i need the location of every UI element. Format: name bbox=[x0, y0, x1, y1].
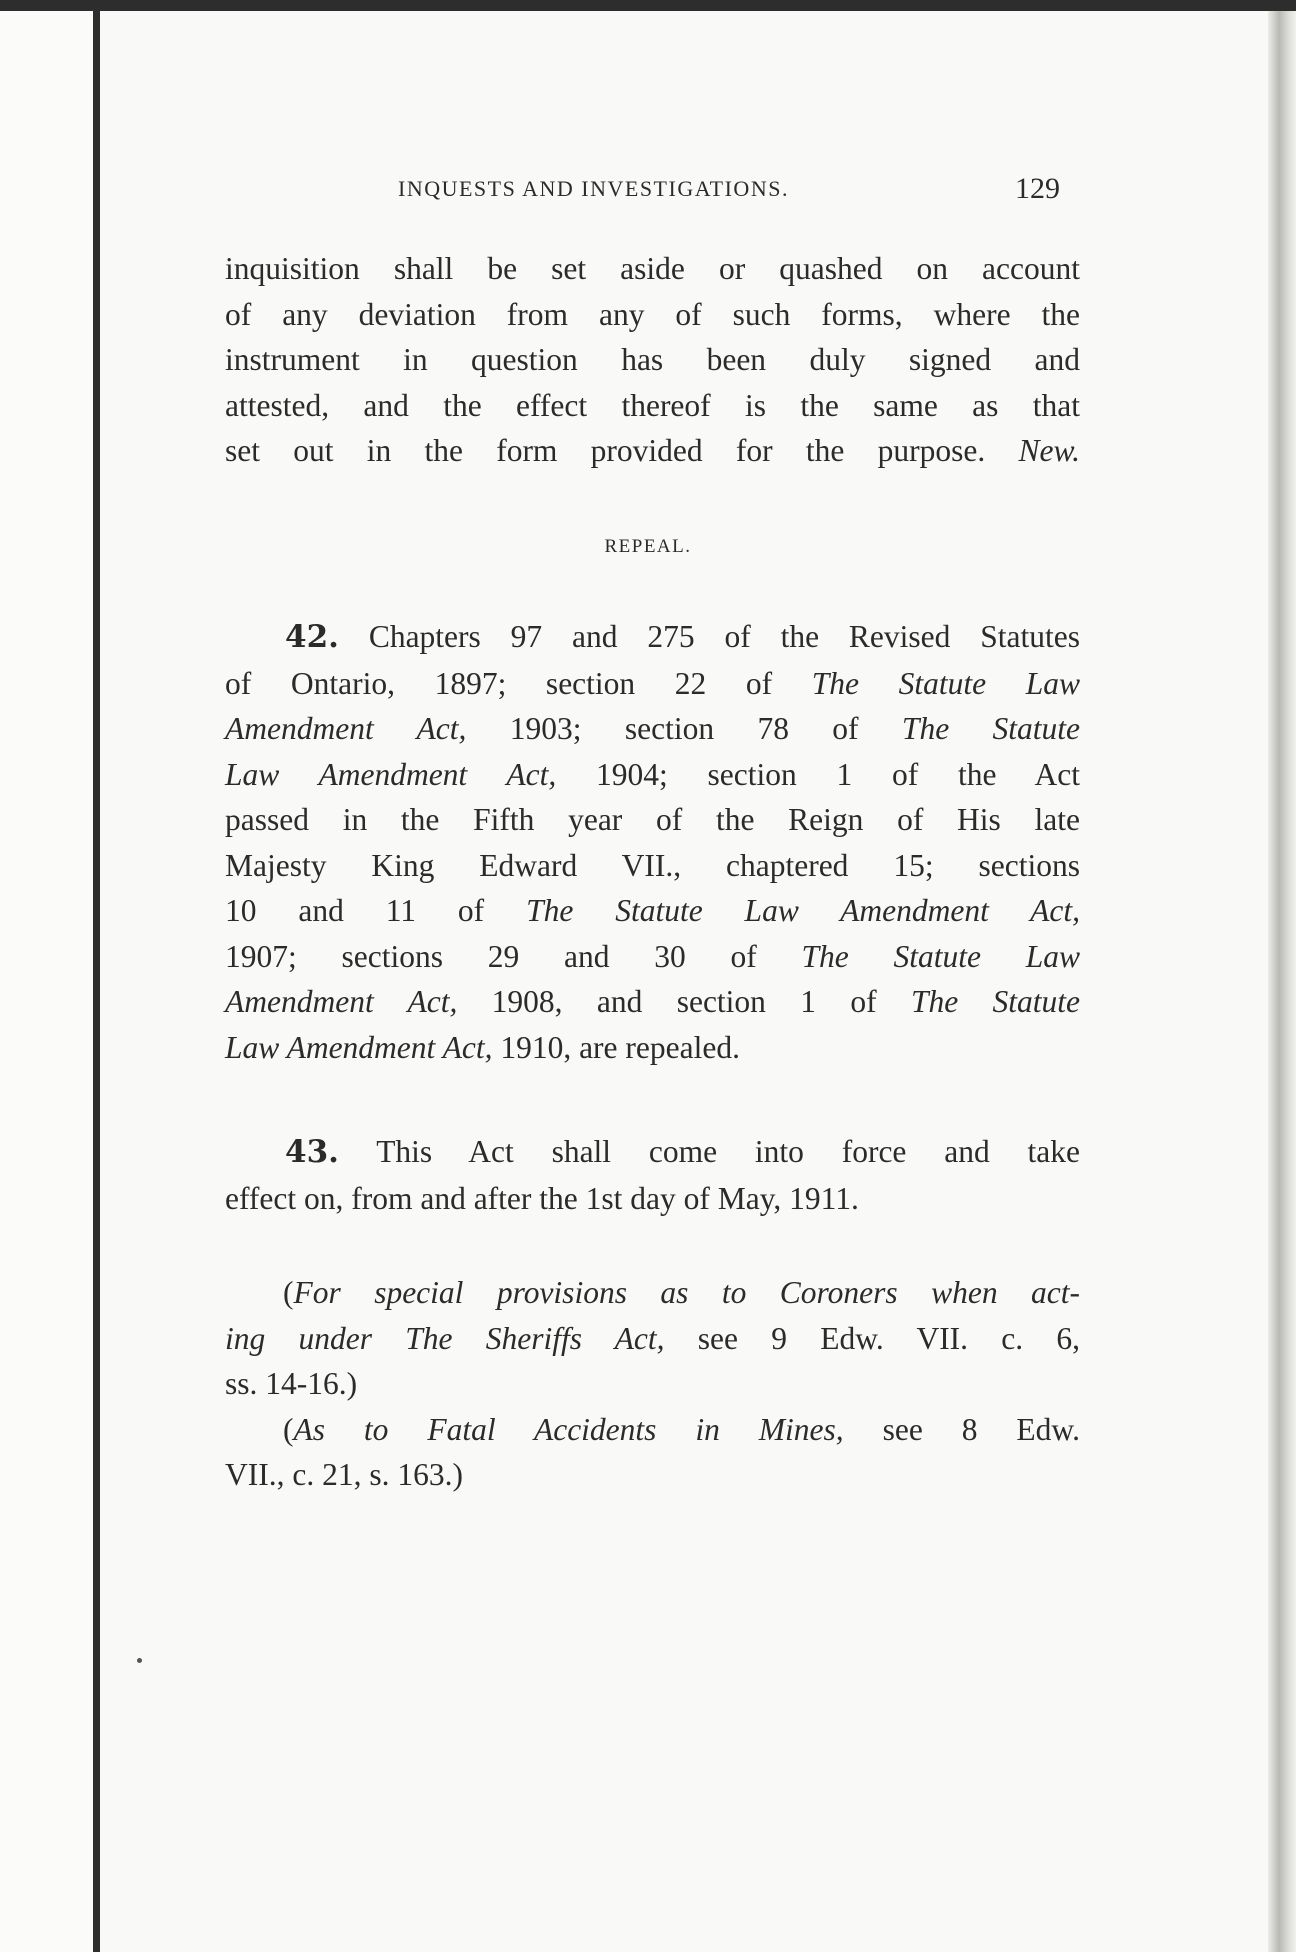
text-line bbox=[225, 614, 1080, 661]
text-line bbox=[225, 979, 1080, 1025]
text-line: Majesty King Edward VII., chaptered 15; sections bbox=[225, 847, 1080, 883]
text-line bbox=[225, 934, 1080, 980]
text-run: 1903; section 78 of bbox=[509, 711, 859, 746]
text-run: 1910, are repealed. bbox=[500, 1029, 740, 1065]
text-line bbox=[225, 1025, 1080, 1071]
text-line bbox=[225, 1270, 1080, 1316]
act-title: The Statute Law bbox=[811, 665, 1081, 701]
act-title: The Statute Law Amendment Act, bbox=[526, 893, 1080, 928]
text-line bbox=[225, 752, 1080, 798]
note-italic: As to Fatal Accidents in Mines, bbox=[293, 1411, 844, 1447]
text-run: see 8 Edw. bbox=[882, 1411, 1081, 1447]
editorial-notes bbox=[225, 1270, 1080, 1498]
text-run: 1907; sections 29 and 30 of bbox=[225, 938, 757, 974]
text-line bbox=[225, 661, 1080, 707]
text-line bbox=[225, 888, 1080, 934]
text-line: VII., c. 21, s. 163.) bbox=[225, 1457, 463, 1492]
section-heading: REPEAL. bbox=[604, 536, 692, 557]
text-run: set out in the form provided for the purpose. bbox=[225, 433, 986, 468]
section-number: 42. bbox=[285, 619, 339, 655]
text-run: see 9 Edw. VII. c. 6, bbox=[697, 1320, 1081, 1356]
text-line: effect on, from and after the 1st day of May, 1911. bbox=[225, 1180, 859, 1216]
italic-note: New. bbox=[1018, 433, 1081, 468]
text-run: 1908, and section 1 of bbox=[491, 984, 877, 1019]
text-line bbox=[225, 1316, 1080, 1362]
act-title: Law Amendment Act, bbox=[225, 756, 557, 792]
page-number: 129 bbox=[1015, 172, 1060, 205]
note-italic: ing under The Sheriffs Act, bbox=[225, 1320, 665, 1356]
text-line: attested, and the effect thereof is the same as that bbox=[225, 387, 1080, 423]
section-42 bbox=[225, 614, 1080, 1070]
note-italic: For special provisions as to Coroners when act- bbox=[293, 1275, 1080, 1310]
text-line bbox=[225, 706, 1080, 752]
text-run: ( bbox=[283, 1411, 294, 1447]
act-title: Amendment Act, bbox=[225, 984, 458, 1019]
act-title: Law Amendment Act, bbox=[225, 1029, 493, 1065]
running-title: INQUESTS AND INVESTIGATIONS. bbox=[398, 176, 789, 201]
act-title: The Statute Law bbox=[801, 938, 1081, 974]
text-run: This Act shall come into force and take bbox=[376, 1134, 1080, 1169]
text-line bbox=[225, 428, 1080, 474]
text-run: of Ontario, 1897; section 22 of bbox=[225, 665, 773, 701]
continued-paragraph bbox=[225, 246, 1080, 474]
act-title: Amendment Act, bbox=[225, 711, 467, 746]
section-43 bbox=[225, 1129, 1080, 1221]
text-line: ss. 14-16.) bbox=[225, 1366, 358, 1401]
text-line: of any deviation from any of such forms, where the bbox=[225, 296, 1080, 332]
text-run: 10 and 11 of bbox=[225, 893, 485, 928]
act-title: The Statute bbox=[910, 984, 1081, 1019]
act-title: The Statute bbox=[901, 711, 1081, 746]
text-line bbox=[225, 1407, 1080, 1453]
text-line: passed in the Fifth year of the Reign of His late bbox=[225, 802, 1080, 837]
text-run: Chapters 97 and 275 of the Revised Statutes bbox=[368, 619, 1081, 654]
text-line: inquisition shall be set aside or quashed on account bbox=[225, 251, 1080, 286]
text-line: instrument in question has been duly signed and bbox=[225, 342, 1080, 377]
text-line bbox=[225, 1129, 1080, 1176]
section-number: 43. bbox=[285, 1134, 339, 1170]
text-run: ( bbox=[283, 1275, 294, 1310]
text-run: 1904; section 1 of the Act bbox=[595, 756, 1080, 792]
